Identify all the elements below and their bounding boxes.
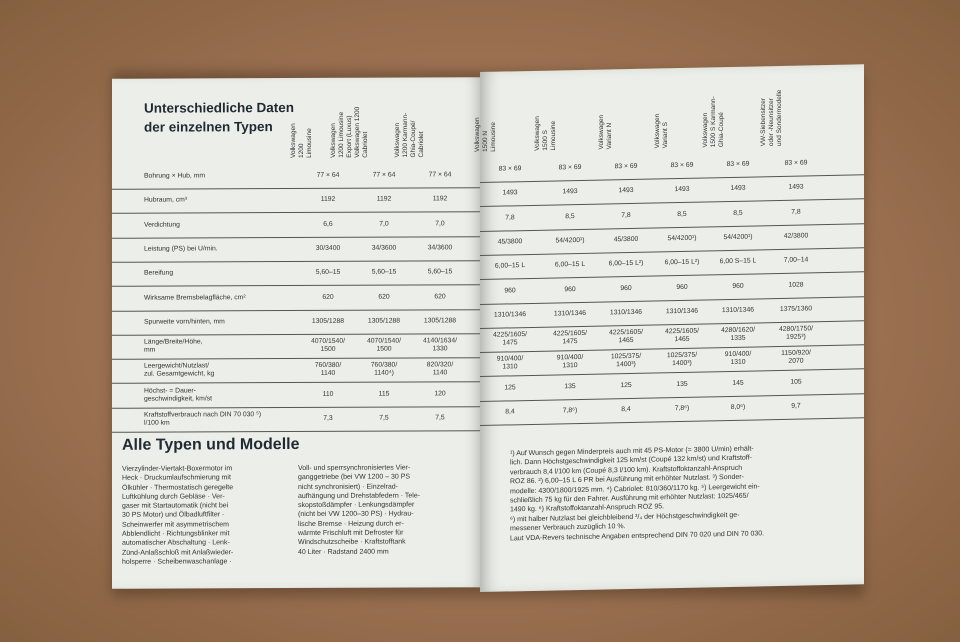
table-row (112, 406, 480, 433)
table-cell: 1375/1360 (779, 305, 813, 313)
table-cell: 1493 (618, 187, 634, 195)
table-cell: 960 (564, 285, 576, 293)
table-cell: 1028 (788, 281, 804, 289)
table-cell: 820/320/ 1140 (426, 361, 454, 377)
table-cell: 6,00–15 L (554, 261, 586, 269)
table-cell: 5,60–15 (427, 268, 453, 276)
table-cell: 83 × 69 (726, 160, 750, 169)
column-header: Volkswagen 1200 Karmann- Ghia-Coupé/ Cabriolet (394, 112, 425, 158)
row-label: Bohrung × Hub, mm (144, 172, 206, 180)
table-cell: 83 × 69 (614, 162, 638, 171)
table-cell: 1192 (432, 195, 448, 203)
row-label: Kraftstoffverbrauch nach DIN 70 030 ⁵) l/100 km (144, 411, 262, 427)
page-title: Unterschiedliche Daten der einzelnen Typen (144, 100, 295, 135)
table-row (112, 382, 480, 409)
table-row (112, 309, 480, 336)
table-cell: 1025/375/ 1400³) (610, 353, 642, 369)
table-cell: 8,5 (565, 212, 575, 220)
table-cell: 7,3 (323, 414, 333, 422)
table-cell: 7,5 (379, 414, 389, 422)
column-header: Volkswagen 1200 Limousine (290, 123, 313, 159)
table-row (112, 187, 480, 214)
table-cell: 7,0 (435, 219, 445, 227)
row-label: Länge/Breite/Höhe, mm (144, 338, 203, 354)
features-text-left: Vierzylinder-Viertakt-Boxermotor im Heck · Druckumlaufschmierung mit Ölkühler · Thermostatisch geregelte Luftkühlung durch Gebläse · Ver- gaser mit Startautomatik (nicht bei 30 PS Motor) und Ölbadluftfilter · Scheinwerfer mit asymmetrischem Abblendlicht · Richtungsblinker mit automatischer Abschaltung · Lenk- Zünd-Anlaßschloß mit Anlaßwieder- holsperre · Scheibenwaschanlage · (122, 465, 234, 566)
table-cell: 1150/920/ 2070 (781, 349, 811, 366)
table-cell: 620 (434, 292, 446, 300)
table-cell: 1493 (674, 186, 690, 194)
column-header: Volkswagen 1500 S Karmann- Ghia-Coupé (702, 96, 725, 148)
row-label: Hubraum, cm³ (144, 196, 188, 204)
table-cell: 910/400/ 1310 (496, 355, 524, 371)
table-cell: 910/400/ 1310 (724, 350, 752, 367)
table-cell: 960 (620, 284, 632, 292)
table-cell: 7,8⁶) (562, 407, 578, 415)
table-cell: 1192 (376, 195, 392, 203)
table-cell: 105 (790, 378, 802, 386)
table-cell: 1493 (562, 188, 578, 196)
table-cell: 8,5 (733, 209, 743, 217)
features-text-right: Voll- und sperrsynchronisiertes Vier- ganggetriebe (bei VW 1200 – 30 PS nicht synchronisiert) · Einzelrad- aufhängung und Drehstabfedern · Tele- skopstoßdämpfer · Lenkungsdämpfer (nicht bei VW 1200–30 PS) · Hydrau- lische Bremse · Heizung durch er- wärmte Frischluft mit Defroster für Windschutzscheibe · Kraftstofftank 40 Liter · Radstand 2400 mm (298, 464, 421, 556)
table-cell: 6,00–15 L²) (608, 259, 644, 268)
row-label: Höchst- = Dauer- geschwindigkeit, km/st (144, 387, 212, 403)
table-cell: 1305/1288 (311, 317, 345, 325)
table-cell: 5,60–15 (371, 268, 397, 276)
table-cell: 1310/1346 (609, 308, 643, 317)
table-cell: 145 (732, 379, 744, 387)
table-cell: 110 (322, 390, 334, 398)
table-cell: 1305/1288 (423, 317, 457, 325)
table-cell: 4070/1540/ 1500 (366, 337, 402, 353)
table-cell: 8,4 (505, 408, 515, 416)
table-cell: 1493 (502, 189, 518, 197)
table-cell: 6,6 (323, 220, 333, 228)
table-row (112, 333, 480, 360)
table-cell: 7,8 (621, 211, 631, 219)
table-cell: 4225/1605/ 1465 (664, 327, 700, 344)
row-label: Bereifung (144, 269, 174, 277)
table-cell: 45/3800 (613, 235, 639, 244)
table-cell: 960 (504, 286, 516, 295)
column-header: Volkswagen 1500 N Limousine (474, 117, 497, 153)
table-cell: 54/4200¹) (667, 234, 697, 243)
right-page (474, 64, 864, 592)
table-cell: 34/3600 (427, 244, 453, 252)
table-cell: 1310/1346 (553, 309, 587, 318)
table-cell: 4225/1605/ 1465 (608, 328, 644, 345)
table-cell: 54/4200¹) (555, 236, 585, 245)
table-cell: 7,8⁶) (674, 404, 690, 413)
table-cell: 4140/1634/ 1330 (422, 337, 458, 353)
table-cell: 115 (378, 390, 390, 398)
table-cell: 8,0⁶) (730, 403, 746, 411)
table-row (112, 236, 480, 263)
row-label: Leergewicht/Nutzlast/ zul. Gesamtgewicht, kg (144, 362, 215, 379)
table-cell: 135 (676, 380, 688, 388)
table-cell: 7,5 (435, 414, 445, 422)
table-cell: 4070/1540/ 1500 (310, 337, 346, 353)
table-cell: 6,00–15 L (494, 262, 526, 270)
table-row (112, 285, 480, 312)
table-cell: 960 (732, 282, 744, 290)
table-cell: 7,8 (505, 213, 515, 222)
table-cell: 30/3400 (315, 244, 341, 252)
table-cell: 83 × 69 (670, 161, 694, 170)
table-cell: 760/380/ 1140 (314, 362, 342, 378)
row-label: Spurweite vorn/hinten, mm (144, 318, 225, 326)
column-header: Volkswagen Variant N (598, 114, 613, 150)
column-header: Volkswagen Variant S (654, 113, 669, 149)
column-header: Volkswagen 1500 S Limousine (534, 116, 557, 151)
table-cell: 1025/375/ 1400³) (666, 352, 698, 368)
table-cell: 8,5 (677, 210, 687, 218)
table-cell: 7,0 (379, 220, 389, 228)
table-cell: 6,00 S–15 L (719, 257, 757, 266)
table-cell: 7,00–14 (783, 256, 809, 265)
table-cell: 1493 (730, 184, 746, 193)
table-cell: 77 × 64 (316, 171, 340, 179)
table-cell: 120 (434, 390, 446, 398)
column-header: VW-Siebensitzer oder -Neunsitzer und Sondermodelle (760, 89, 783, 147)
table-cell: 77 × 64 (372, 171, 396, 179)
column-headers-right (474, 64, 864, 153)
table-cell: 8,4 (621, 405, 631, 414)
table-cell: 1310/1346 (493, 310, 527, 319)
table-cell: 7,8 (791, 208, 801, 216)
table-cell: 83 × 69 (558, 163, 582, 172)
table-cell: 83 × 69 (784, 159, 808, 167)
table-cell: 1310/1346 (665, 307, 699, 316)
table-cell: 960 (676, 283, 688, 291)
table-cell: 620 (322, 293, 334, 301)
row-label: Verdichtung (144, 221, 180, 229)
table-cell: 1192 (320, 196, 336, 204)
table-cell: 5,60–15 (315, 268, 341, 277)
table-cell: 620 (378, 293, 390, 301)
table-cell: 135 (564, 382, 576, 390)
table-cell: 1493 (788, 183, 804, 192)
table-cell: 42/3800 (783, 232, 809, 240)
column-header: Volkswagen 1200 Limousine Export (Luxus) Volkswagen 1200 Cabriolet (330, 106, 369, 158)
table-cell: 1305/1288 (367, 317, 401, 325)
table-cell: 45/3800 (497, 238, 523, 246)
table-cell: 760/380/ 1140⁴) (370, 361, 398, 378)
table-cell: 4225/1605/ 1475 (552, 329, 588, 346)
table-cell: 34/3600 (371, 244, 397, 252)
table-cell: 4225/1605/ 1475 (492, 331, 528, 347)
table-cell: 54/4200¹) (723, 233, 753, 242)
section-title: Alle Typen und Modelle (122, 435, 300, 454)
left-page (112, 77, 480, 589)
table-cell: 9,7 (791, 402, 801, 410)
row-label: Leistung (PS) bei U/min. (144, 245, 218, 253)
table-cell: 910/400/ 1310 (556, 354, 584, 370)
table-cell: 77 × 64 (428, 171, 452, 179)
table-cell: 125 (504, 383, 516, 392)
table-row (112, 212, 480, 239)
footnotes: ¹) Auf Wunsch gegen Minderpreis auch mit 45 PS-Motor (= 3800 U/min) erhält- lich. Dann Höchstgeschwindigkeit 125 km/st (Coupé 132 km/st) und Kraftstoff- verbrauch 8,4 l/100 km (Coupé 8,3 l/100 km). Kraftstoffoktanzahl-Anspruch ROZ 86. ²) 6,00–15 L 6 PR bei Ausführung mit erhöhter Nutzlast. ³) Sonder- modelle: 4300/1800/1925 mm. ⁴) Cabriolet: 810/360/1170 kg. ⁵) Leergewicht ein- schließlich 75 kg für den Fahrer. Ausführung mit erhöhter Nutzlast: 1025/465/ 1490 kg. ⁶) Kraftstoffoktanzahl-Anspruch ROZ 95. ⁶) mit halber Nutzlast bei gleichbleibend ³/₄ der Höchstgeschwindigkeit ge- messener Verbrauch zuzüglich 10 %. Laut VDA-Revers technische Angaben entsprechend DIN 70 020 und DIN 70 030. (510, 445, 765, 543)
table-cell: 4280/1750/ 1925³) (778, 325, 814, 341)
table-row (112, 260, 480, 287)
table-cell: 6,00–15 L²) (664, 258, 700, 267)
table-cell: 4280/1620/ 1335 (720, 326, 756, 343)
table-cell: 1310/1346 (721, 306, 755, 314)
table-cell: 83 × 69 (498, 165, 522, 173)
table-row (112, 358, 480, 385)
table-cell: 125 (620, 381, 632, 389)
table-row (112, 163, 480, 190)
row-label: Wirksame Bremsbelagfläche, cm² (144, 293, 246, 302)
